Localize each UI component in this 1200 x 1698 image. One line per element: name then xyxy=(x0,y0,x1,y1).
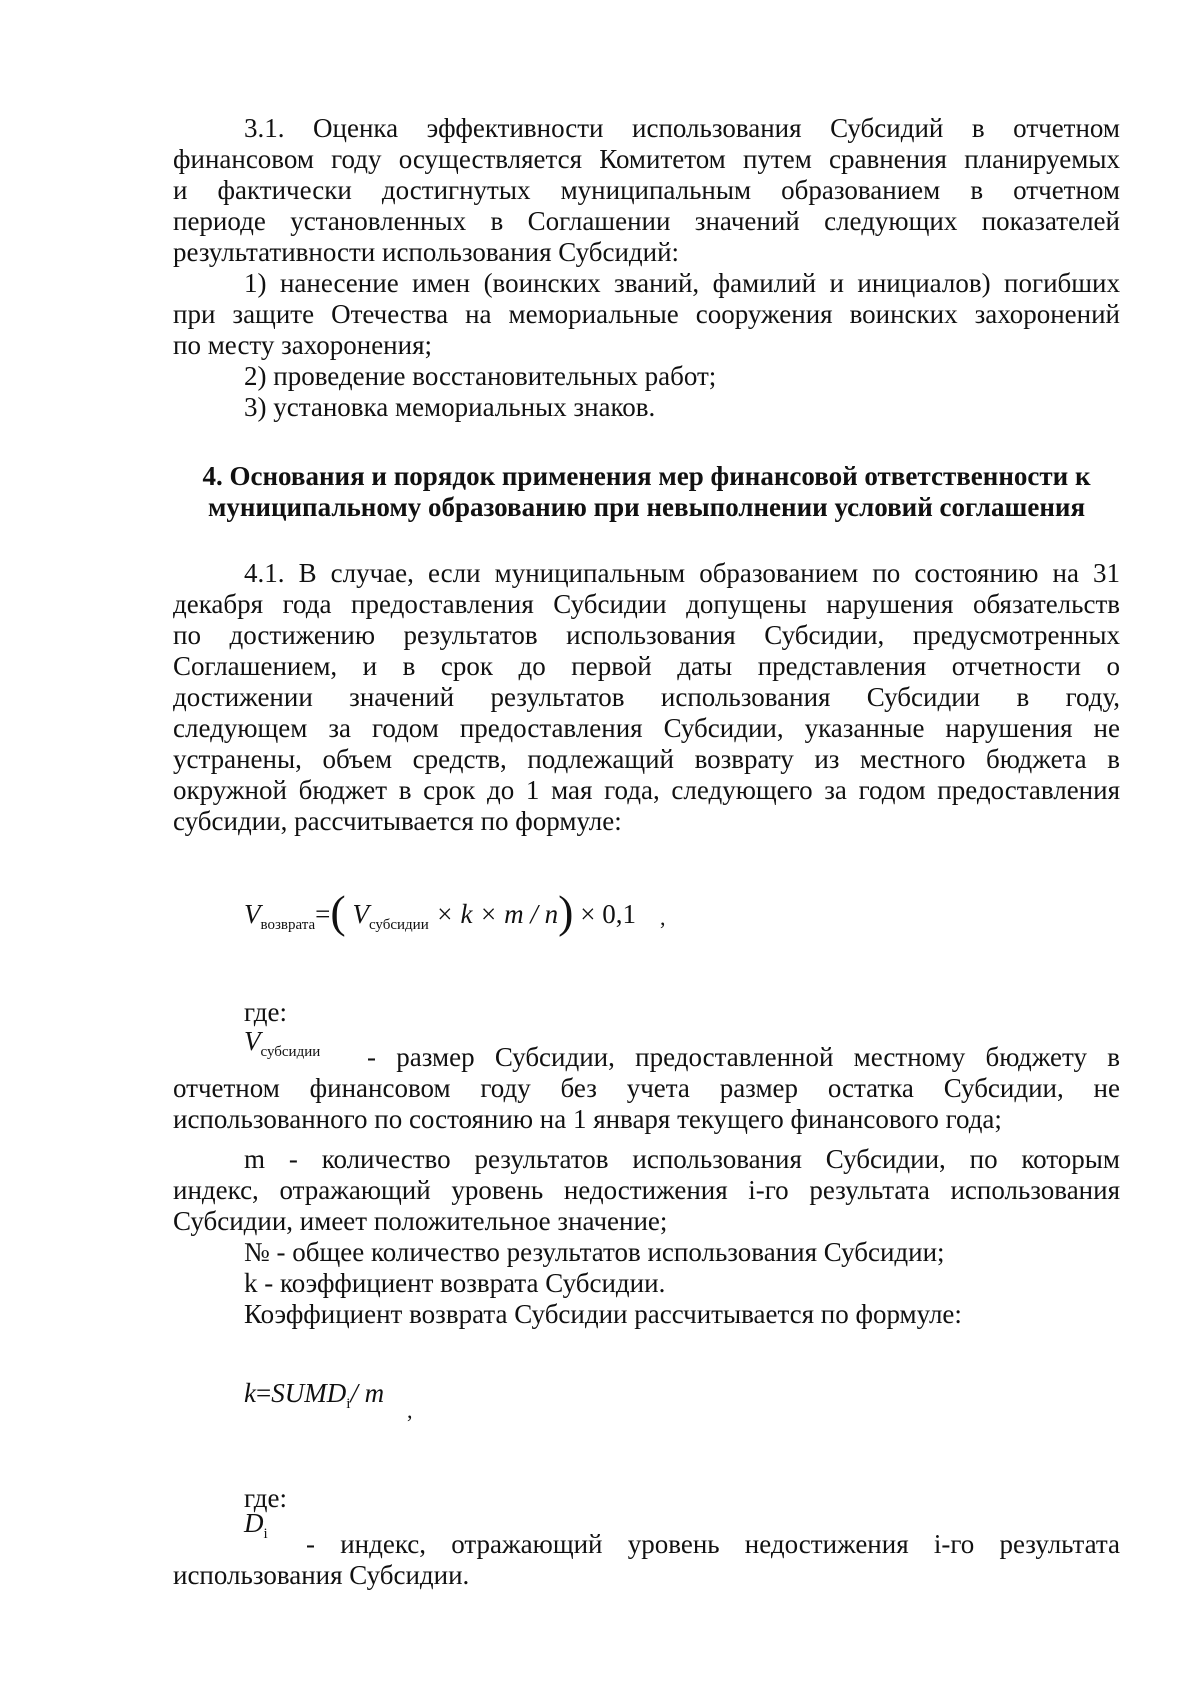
d-letter: D xyxy=(244,1508,264,1538)
v-subsidy-definition-line: отчетном финансовом году без учета размер остатка Субсидии, не xyxy=(173,1073,1120,1103)
d-definition: - индекс, отражающий уровень недостижения i-го результата xyxy=(306,1529,1120,1559)
formula-sub-return: возврата xyxy=(260,917,316,933)
paragraph-4-1-line: достижении значений результатов использования Субсидии в году, xyxy=(173,682,1120,712)
list-item-1-line: при защите Отечества на мемориальные сооружения воинских захоронений xyxy=(173,299,1120,329)
formula-rest: × k × m / n xyxy=(435,899,559,929)
formula-lparen: ( xyxy=(330,886,346,937)
formula-1-comma: , xyxy=(660,905,666,930)
d-sub-i: i xyxy=(263,1526,268,1542)
v-subsidy-definition-line: использованного по состоянию на 1 января текущего финансового года; xyxy=(173,1104,1002,1134)
paragraph-3-1-line: и фактически достигнутых муниципальным образованием в отчетном xyxy=(173,175,1120,205)
paragraph-4-1-line: 4.1. В случае, если муниципальным образованием по состоянию на 31 xyxy=(244,558,1120,588)
list-item-2: 2) проведение восстановительных работ; xyxy=(244,361,717,391)
v-subsidy-definition: - размер Субсидии, предоставленной местному бюджету в xyxy=(367,1042,1120,1072)
paragraph-4-1-line: следующем за годом предоставления Субсидии, указанные нарушения не xyxy=(173,713,1120,743)
list-item-3: 3) установка мемориальных знаков. xyxy=(244,392,656,422)
paragraph-4-1-line: устранены, объем средств, подлежащий возврату из местного бюджета в xyxy=(173,744,1120,774)
paragraph-3-1-line: финансовом году осуществляется Комитетом путем сравнения планируемых xyxy=(173,144,1120,174)
paragraph-4-1-line: субсидии, рассчитывается по формуле: xyxy=(173,806,622,836)
k-rest: / m xyxy=(350,1378,385,1408)
v-subsidy-subscript: субсидии xyxy=(260,1044,321,1060)
paragraph-3-1-line: периоде установленных в Соглашении значений следующих показателей xyxy=(173,206,1120,236)
paragraph-4-1-line: по достижению результатов использования Субсидии, предусмотренных xyxy=(173,620,1120,650)
d-definition-line2: использования Субсидии. xyxy=(173,1560,470,1590)
k-definition: k - коэффициент возврата Субсидии. xyxy=(244,1268,666,1298)
k-sub-i: i xyxy=(346,1396,351,1412)
where-label: где: xyxy=(244,997,287,1027)
paragraph-4-1-line: декабря года предоставления Субсидии допущены нарушения обязательств xyxy=(173,589,1120,619)
v-symbol: V xyxy=(244,1026,261,1056)
k-sum: SUMD xyxy=(271,1378,347,1408)
return-volume-formula xyxy=(244,885,636,938)
list-item-1-line: 1) нанесение имен (воинских званий, фамилий и инициалов) погибших xyxy=(244,268,1120,298)
formula-v: V xyxy=(244,899,261,929)
formula-tail: × 0,1 xyxy=(580,899,636,929)
paragraph-3-1-line: результативности использования Субсидий: xyxy=(173,237,680,267)
d-symbol xyxy=(244,1508,268,1543)
formula-2-comma: , xyxy=(407,1398,413,1423)
k-lhs: k xyxy=(244,1378,256,1408)
paragraph-4-1-line: Соглашением, и в срок до первой даты представления отчетности о xyxy=(173,651,1120,681)
formula-v2: V xyxy=(352,899,369,929)
k-formula-intro: Коэффициент возврата Субсидии рассчитывается по формуле: xyxy=(244,1299,962,1329)
n-definition: № - общее количество результатов использования Субсидии; xyxy=(244,1237,945,1267)
m-definition-line: m - количество результатов использования Субсидии, по которым xyxy=(244,1144,1120,1174)
k-eq: = xyxy=(255,1378,272,1408)
formula-eq: = xyxy=(315,899,331,929)
paragraph-3-1-line: 3.1. Оценка эффективности использования Субсидий в отчетном xyxy=(244,113,1120,143)
section-4-heading-line: 4. Основания и порядок применения мер финансовой ответственности к xyxy=(202,461,1091,491)
formula-rparen: ) xyxy=(558,886,574,937)
m-definition-line: Субсидии, имеет положительное значение; xyxy=(173,1206,668,1236)
m-definition-line: индекс, отражающий уровень недостижения i-го результата использования xyxy=(173,1175,1120,1205)
where-label-2: где: xyxy=(244,1483,287,1513)
list-item-1-line: по месту захоронения; xyxy=(173,330,432,360)
paragraph-4-1-line: окружной бюджет в срок до 1 мая года, следующего за годом предоставления xyxy=(173,775,1120,805)
k-formula xyxy=(244,1378,384,1413)
v-subsidy-symbol xyxy=(244,1026,320,1061)
section-4-heading-line: муниципальному образованию при невыполнении условий соглашения xyxy=(207,492,1086,522)
formula-sub-subsidy: субсидии xyxy=(368,917,429,933)
